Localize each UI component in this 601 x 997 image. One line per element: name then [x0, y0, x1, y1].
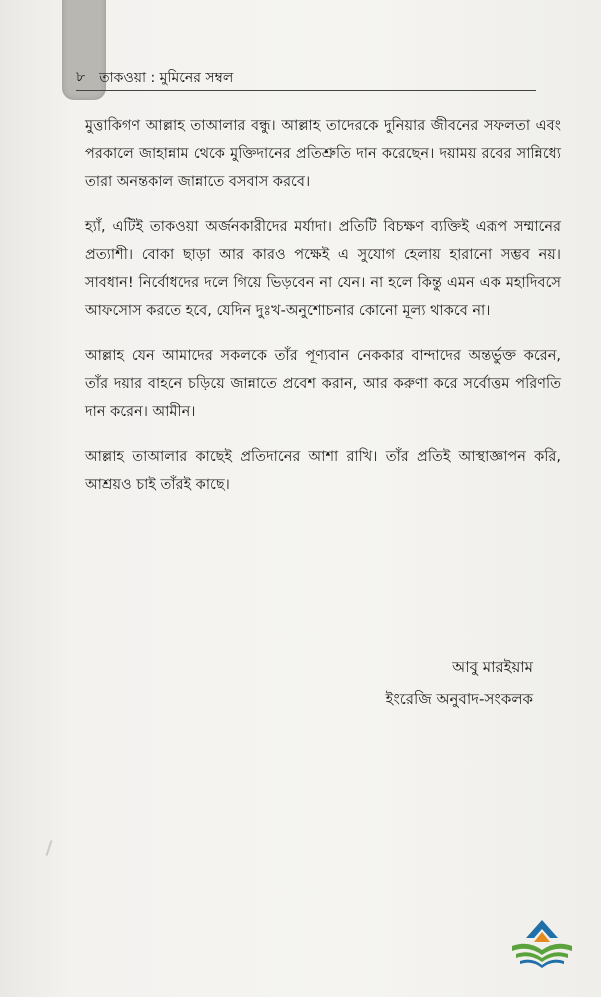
body-text [85, 112, 561, 516]
signature-name: আবু মারইয়াম [452, 658, 533, 676]
book-mountain-logo-icon [506, 916, 578, 972]
running-title: তাকওয়া : মুমিনের সম্বল [99, 70, 234, 86]
paragraph-2: হ্যাঁ, এটিই তাকওয়া অর্জনকারীদের মর্যাদা। প্রতিটি বিচক্ষণ ব্যক্তিই এরূপ সম্মানের প্রত্যাশী। বোকা ছাড়া আর কারও পক্ষেই এ সুযোগ হেলায় হারানো সম্ভব নয়। সাবধান! নির্বোধদের দলে গিয়ে ভিড়বেন না যেন। না হলে কিন্তু এমন এক মহাদিবসে আফসোস করতে হবে, যেদিন দুঃখ-অনুশোচনার কোনো মূল্য থাকবে না। [85, 219, 561, 319]
signature-role: ইংরেজি অনুবাদ-সংকলক [385, 690, 533, 708]
paragraph-3: আল্লাহ যেন আমাদের সকলকে তাঁর পূণ্যবান নেককার বান্দাদের অন্তর্ভুক্ত করেন, তাঁর দয়ার বাহনে চড়িয়ে জান্নাতে প্রবেশ করান, আর করুণা করে সর্বোত্তম পরিণতি দান করেন। আমীন। [85, 348, 561, 420]
running-header [76, 66, 536, 91]
paper-mark [46, 840, 53, 856]
page-number: ৮ [76, 69, 86, 85]
paragraph-1: মুত্তাকিগণ আল্লাহ তাআলার বন্ধু। আল্লাহ তাদেরকে দুনিয়ার জীবনের সফলতা এবং পরকালে জাহান্নাম থেকে মুক্তিদানের প্রতিশ্রুতি দান করেছেন। দয়াময় রবের সান্নিধ্যে তারা অনন্তকাল জান্নাতে বসবাস করবে। [85, 118, 561, 190]
paragraph-4: আল্লাহ তাআলার কাছেই প্রতিদানের আশা রাখি। তাঁর প্রতিই আস্থাজ্ঞাপন করি, আশ্রয়ও চাই তাঁরই কাছে। [85, 449, 561, 493]
